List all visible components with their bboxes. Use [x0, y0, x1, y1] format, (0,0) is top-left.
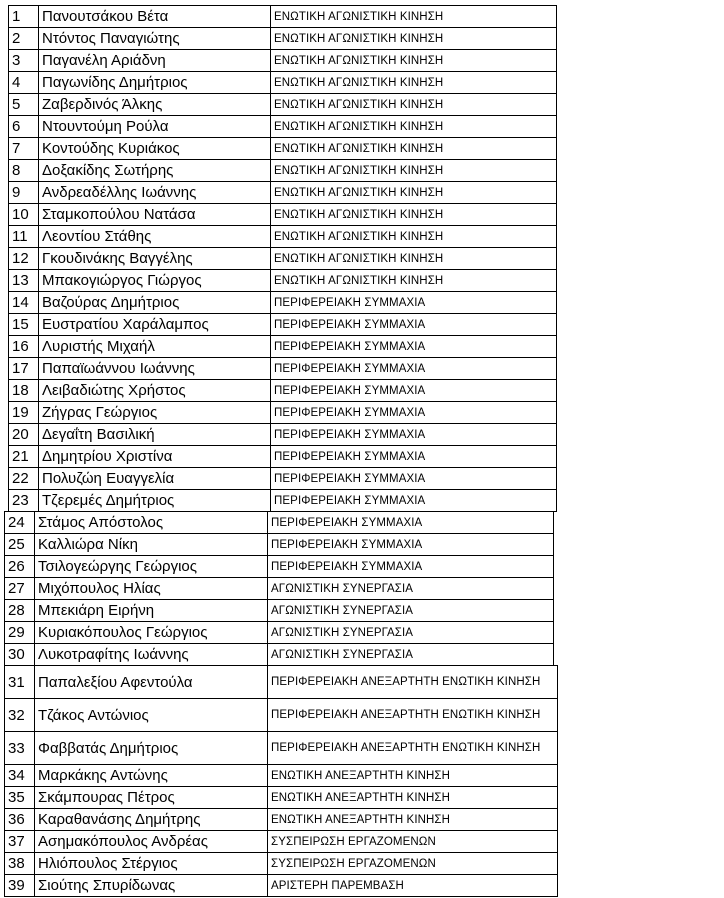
row-number: 35: [5, 787, 35, 809]
row-number: 24: [5, 512, 35, 534]
row-number: 30: [5, 644, 35, 666]
candidate-name: Λυριστής Μιχαήλ: [39, 336, 271, 358]
party-name: ΕΝΩΤΙΚΗ ΑΓΩΝΙΣΤΙΚΗ ΚΙΝΗΣΗ: [271, 204, 557, 226]
table-row: [9, 6, 557, 28]
candidate-table-segment: [4, 665, 558, 765]
table-row: [5, 853, 558, 875]
row-number: 4: [9, 72, 39, 94]
party-name: ΑΡΙΣΤΕΡΗ ΠΑΡΕΜΒΑΣΗ: [268, 875, 558, 897]
row-number: 3: [9, 50, 39, 72]
candidate-name: Καραθανάσης Δημήτρης: [35, 809, 268, 831]
candidate-name: Σκάμπουρας Πέτρος: [35, 787, 268, 809]
row-number: 26: [5, 556, 35, 578]
row-number: 20: [9, 424, 39, 446]
party-name: ΣΥΣΠΕΙΡΩΣΗ ΕΡΓΑΖΟΜΕΝΩΝ: [268, 853, 558, 875]
candidate-table-segment: [4, 764, 558, 897]
row-number: 29: [5, 622, 35, 644]
table-row: [9, 490, 557, 512]
table-row: [9, 402, 557, 424]
party-name: ΕΝΩΤΙΚΗ ΑΓΩΝΙΣΤΙΚΗ ΚΙΝΗΣΗ: [271, 270, 557, 292]
row-number: 2: [9, 28, 39, 50]
candidate-name: Ευστρατίου Χαράλαμπος: [39, 314, 271, 336]
candidate-table-segment: [4, 511, 554, 666]
row-number: 34: [5, 765, 35, 787]
candidate-name: Ηλιόπουλος Στέργιος: [35, 853, 268, 875]
row-number: 17: [9, 358, 39, 380]
candidate-name: Δημητρίου Χριστίνα: [39, 446, 271, 468]
table-row: [5, 600, 554, 622]
table-row: [9, 72, 557, 94]
party-name: ΕΝΩΤΙΚΗ ΑΓΩΝΙΣΤΙΚΗ ΚΙΝΗΣΗ: [271, 116, 557, 138]
party-name: ΕΝΩΤΙΚΗ ΑΓΩΝΙΣΤΙΚΗ ΚΙΝΗΣΗ: [271, 226, 557, 248]
party-name: ΕΝΩΤΙΚΗ ΑΓΩΝΙΣΤΙΚΗ ΚΙΝΗΣΗ: [271, 248, 557, 270]
candidate-name: Μιχόπουλος Ηλίας: [35, 578, 268, 600]
table-row: [9, 424, 557, 446]
row-number: 33: [5, 732, 35, 765]
table-row: [5, 644, 554, 666]
table-row: [9, 182, 557, 204]
party-name: ΕΝΩΤΙΚΗ ΑΓΩΝΙΣΤΙΚΗ ΚΙΝΗΣΗ: [271, 28, 557, 50]
candidate-name: Σιούτης Σπυρίδωνας: [35, 875, 268, 897]
table-row: [5, 666, 558, 699]
party-name: ΠΕΡΙΦΕΡΕΙΑΚΗ ΣΥΜΜΑΧΙΑ: [271, 380, 557, 402]
candidate-name: Λυκοτραφίτης Ιωάννης: [35, 644, 268, 666]
table-row: [9, 94, 557, 116]
candidate-name: Λειβαδιώτης Χρήστος: [39, 380, 271, 402]
candidate-name: Τσιλογεώργης Γεώργιος: [35, 556, 268, 578]
party-name: ΠΕΡΙΦΕΡΕΙΑΚΗ ΣΥΜΜΑΧΙΑ: [268, 556, 554, 578]
candidate-name: Μπεκιάρη Ειρήνη: [35, 600, 268, 622]
candidate-name: Πολυζώη Ευαγγελία: [39, 468, 271, 490]
party-name: ΕΝΩΤΙΚΗ ΑΓΩΝΙΣΤΙΚΗ ΚΙΝΗΣΗ: [271, 160, 557, 182]
row-number: 10: [9, 204, 39, 226]
candidate-name: Ντουντούμη Ρούλα: [39, 116, 271, 138]
candidate-name: Στάμος Απόστολος: [35, 512, 268, 534]
table-row: [9, 468, 557, 490]
candidate-name: Μαρκάκης Αντώνης: [35, 765, 268, 787]
row-number: 31: [5, 666, 35, 699]
table-row: [9, 292, 557, 314]
table-row: [5, 578, 554, 600]
table-row: [5, 512, 554, 534]
candidate-name: Λεοντίου Στάθης: [39, 226, 271, 248]
party-name: ΠΕΡΙΦΕΡΕΙΑΚΗ ΣΥΜΜΑΧΙΑ: [268, 512, 554, 534]
party-name: ΑΓΩΝΙΣΤΙΚΗ ΣΥΝΕΡΓΑΣΙΑ: [268, 600, 554, 622]
table-row: [5, 875, 558, 897]
table-row: [9, 28, 557, 50]
row-number: 1: [9, 6, 39, 28]
candidate-name: Ασημακόπουλος Ανδρέας: [35, 831, 268, 853]
party-name: ΑΓΩΝΙΣΤΙΚΗ ΣΥΝΕΡΓΑΣΙΑ: [268, 578, 554, 600]
row-number: 15: [9, 314, 39, 336]
row-number: 39: [5, 875, 35, 897]
party-name: ΕΝΩΤΙΚΗ ΑΓΩΝΙΣΤΙΚΗ ΚΙΝΗΣΗ: [271, 50, 557, 72]
candidate-name: Ζήγρας Γεώργιος: [39, 402, 271, 424]
party-name: ΠΕΡΙΦΕΡΕΙΑΚΗ ΣΥΜΜΑΧΙΑ: [271, 490, 557, 512]
row-number: 14: [9, 292, 39, 314]
candidate-name: Κοντούδης Κυριάκος: [39, 138, 271, 160]
table-row: [9, 270, 557, 292]
table-row: [5, 556, 554, 578]
table-row: [5, 534, 554, 556]
table-row: [9, 138, 557, 160]
table-row: [9, 226, 557, 248]
row-number: 36: [5, 809, 35, 831]
candidate-name: Ντόντος Παναγιώτης: [39, 28, 271, 50]
table-row: [5, 732, 558, 765]
table-row: [5, 831, 558, 853]
candidate-name: Γκουδινάκης Βαγγέλης: [39, 248, 271, 270]
table-row: [5, 787, 558, 809]
party-name: ΠΕΡΙΦΕΡΕΙΑΚΗ ΣΥΜΜΑΧΙΑ: [271, 336, 557, 358]
party-name: ΠΕΡΙΦΕΡΕΙΑΚΗ ΣΥΜΜΑΧΙΑ: [271, 424, 557, 446]
party-name: ΕΝΩΤΙΚΗ ΑΓΩΝΙΣΤΙΚΗ ΚΙΝΗΣΗ: [271, 6, 557, 28]
candidate-name: Δεγαΐτη Βασιλική: [39, 424, 271, 446]
party-name: ΕΝΩΤΙΚΗ ΑΝΕΞΑΡΤΗΤΗ ΚΙΝΗΣΗ: [268, 787, 558, 809]
row-number: 18: [9, 380, 39, 402]
party-name: ΕΝΩΤΙΚΗ ΑΓΩΝΙΣΤΙΚΗ ΚΙΝΗΣΗ: [271, 94, 557, 116]
candidate-table-segment: [8, 5, 557, 512]
party-name: ΕΝΩΤΙΚΗ ΑΝΕΞΑΡΤΗΤΗ ΚΙΝΗΣΗ: [268, 765, 558, 787]
row-number: 16: [9, 336, 39, 358]
table-row: [9, 204, 557, 226]
candidate-name: Πανουτσάκου Βέτα: [39, 6, 271, 28]
party-name: ΠΕΡΙΦΕΡΕΙΑΚΗ ΣΥΜΜΑΧΙΑ: [271, 402, 557, 424]
candidate-name: Παπαϊωάννου Ιωάννης: [39, 358, 271, 380]
party-name: ΕΝΩΤΙΚΗ ΑΓΩΝΙΣΤΙΚΗ ΚΙΝΗΣΗ: [271, 138, 557, 160]
row-number: 12: [9, 248, 39, 270]
row-number: 11: [9, 226, 39, 248]
row-number: 7: [9, 138, 39, 160]
party-name: ΠΕΡΙΦΕΡΕΙΑΚΗ ΣΥΜΜΑΧΙΑ: [271, 358, 557, 380]
row-number: 25: [5, 534, 35, 556]
party-name: ΠΕΡΙΦΕΡΕΙΑΚΗ ΣΥΜΜΑΧΙΑ: [271, 446, 557, 468]
row-number: 9: [9, 182, 39, 204]
candidate-name: Καλλιώρα Νίκη: [35, 534, 268, 556]
row-number: 6: [9, 116, 39, 138]
table-row: [9, 160, 557, 182]
candidate-name: Τζερεμές Δημήτριος: [39, 490, 271, 512]
candidate-name: Παγωνίδης Δημήτριος: [39, 72, 271, 94]
row-number: 37: [5, 831, 35, 853]
candidate-name: Δοξακίδης Σωτήρης: [39, 160, 271, 182]
table-row: [9, 380, 557, 402]
candidate-name: Φαββατάς Δημήτριος: [35, 732, 268, 765]
candidate-name: Βαζούρας Δημήτριος: [39, 292, 271, 314]
party-name: ΑΓΩΝΙΣΤΙΚΗ ΣΥΝΕΡΓΑΣΙΑ: [268, 644, 554, 666]
candidate-name: Παπαλεξίου Αφεντούλα: [35, 666, 268, 699]
row-number: 13: [9, 270, 39, 292]
candidate-name: Τζάκος Αντώνιος: [35, 699, 268, 732]
party-name: ΑΓΩΝΙΣΤΙΚΗ ΣΥΝΕΡΓΑΣΙΑ: [268, 622, 554, 644]
party-name: ΠΕΡΙΦΕΡΕΙΑΚΗ ΣΥΜΜΑΧΙΑ: [271, 314, 557, 336]
party-name: ΠΕΡΙΦΕΡΕΙΑΚΗ ΣΥΜΜΑΧΙΑ: [271, 292, 557, 314]
row-number: 19: [9, 402, 39, 424]
row-number: 38: [5, 853, 35, 875]
row-number: 22: [9, 468, 39, 490]
party-name: ΕΝΩΤΙΚΗ ΑΓΩΝΙΣΤΙΚΗ ΚΙΝΗΣΗ: [271, 182, 557, 204]
table-row: [9, 358, 557, 380]
candidate-name: Μπακογιώργος Γιώργος: [39, 270, 271, 292]
party-name: ΠΕΡΙΦΕΡΕΙΑΚΗ ΑΝΕΞΑΡΤΗΤΗ ΕΝΩΤΙΚΗ ΚΙΝΗΣΗ: [268, 666, 558, 699]
party-name: ΕΝΩΤΙΚΗ ΑΓΩΝΙΣΤΙΚΗ ΚΙΝΗΣΗ: [271, 72, 557, 94]
row-number: 23: [9, 490, 39, 512]
table-row: [9, 116, 557, 138]
row-number: 21: [9, 446, 39, 468]
table-row: [5, 699, 558, 732]
candidate-name: Ζαβερδινός Άλκης: [39, 94, 271, 116]
party-name: ΠΕΡΙΦΕΡΕΙΑΚΗ ΣΥΜΜΑΧΙΑ: [268, 534, 554, 556]
row-number: 28: [5, 600, 35, 622]
table-row: [5, 622, 554, 644]
table-row: [9, 50, 557, 72]
party-name: ΣΥΣΠΕΙΡΩΣΗ ΕΡΓΑΖΟΜΕΝΩΝ: [268, 831, 558, 853]
table-row: [5, 765, 558, 787]
candidate-name: Κυριακόπουλος Γεώργιος: [35, 622, 268, 644]
row-number: 27: [5, 578, 35, 600]
candidate-name: Ανδρεαδέλλης Ιωάννης: [39, 182, 271, 204]
table-row: [9, 446, 557, 468]
party-name: ΠΕΡΙΦΕΡΕΙΑΚΗ ΣΥΜΜΑΧΙΑ: [271, 468, 557, 490]
party-name: ΠΕΡΙΦΕΡΕΙΑΚΗ ΑΝΕΞΑΡΤΗΤΗ ΕΝΩΤΙΚΗ ΚΙΝΗΣΗ: [268, 732, 558, 765]
candidate-name: Σταμκοπούλου Νατάσα: [39, 204, 271, 226]
table-row: [9, 314, 557, 336]
candidate-name: Παγανέλη Αριάδνη: [39, 50, 271, 72]
party-name: ΕΝΩΤΙΚΗ ΑΝΕΞΑΡΤΗΤΗ ΚΙΝΗΣΗ: [268, 809, 558, 831]
row-number: 5: [9, 94, 39, 116]
table-row: [5, 809, 558, 831]
party-name: ΠΕΡΙΦΕΡΕΙΑΚΗ ΑΝΕΞΑΡΤΗΤΗ ΕΝΩΤΙΚΗ ΚΙΝΗΣΗ: [268, 699, 558, 732]
row-number: 32: [5, 699, 35, 732]
table-row: [9, 336, 557, 358]
table-row: [9, 248, 557, 270]
row-number: 8: [9, 160, 39, 182]
